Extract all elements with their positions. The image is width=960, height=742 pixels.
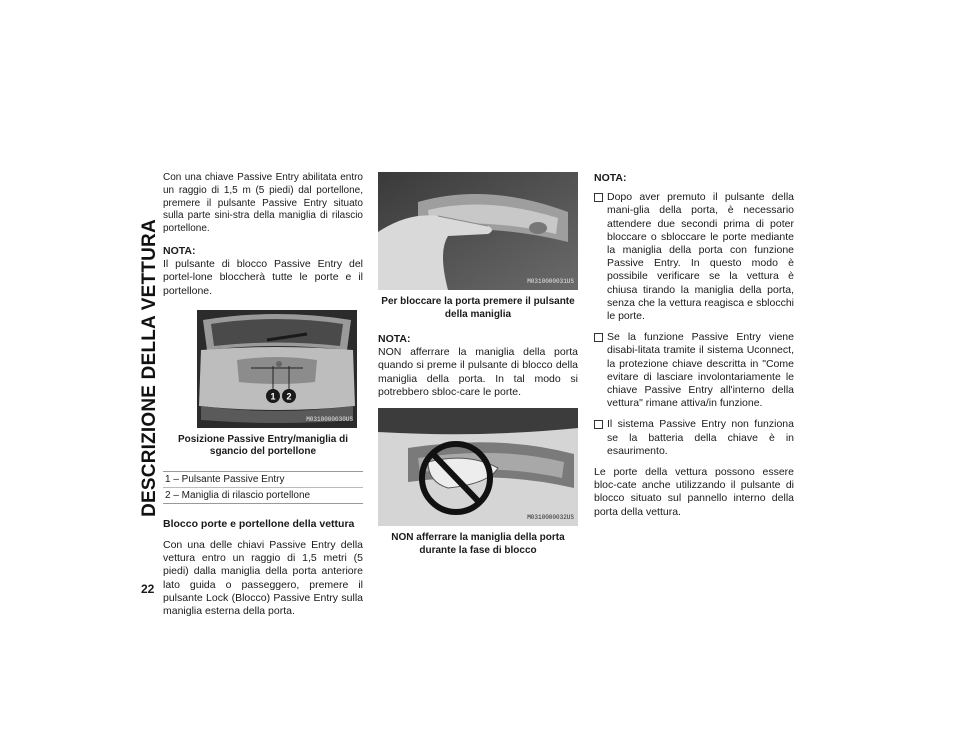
body-paragraph: Con una delle chiavi Passive Entry della vettura entro un raggio di 1,5 metri (5 piedi) dalla maniglia della porta anteriore lato guida o passeggero, premere il pulsante Lock (Blocco) Passive Entry sulla maniglia esterna della porta. bbox=[163, 539, 363, 618]
notes-list bbox=[594, 191, 794, 458]
intro-paragraph: Con una chiave Passive Entry abilitata entro un raggio di 1,5 m (5 piedi) dal portellone, premere il pulsante Passive Entry situato sulla parte sini-stra della maniglia di rilascio portellone. bbox=[163, 172, 363, 235]
nota-text: NON afferrare la maniglia della porta quando si preme il pulsante di blocco della maniglia della porta. In tal modo si potrebbero sbloc-care le porte. bbox=[378, 346, 578, 398]
press-button-figure bbox=[378, 172, 578, 290]
nota-heading: NOTA: bbox=[594, 172, 627, 184]
figure-2-code: M0310000032US bbox=[527, 513, 574, 521]
figure-1-caption: Per bloccare la porta premere il pulsante della maniglia bbox=[381, 296, 575, 320]
do-not-grab-illustration bbox=[378, 408, 578, 526]
page-number: 22 bbox=[141, 582, 155, 596]
note-item: Il sistema Passive Entry non funziona se la batteria della chiave è in esaurimento. bbox=[594, 418, 794, 458]
legend-item-1: 1 – Pulsante Passive Entry bbox=[165, 473, 285, 485]
body-paragraph: Le porte della vettura possono essere bloc-cate anche utilizzando il pulsante di blocco situato sul pannello interno della porta della vettura. bbox=[594, 466, 794, 518]
column-2 bbox=[378, 172, 578, 569]
column-3 bbox=[594, 172, 794, 528]
column-1 bbox=[163, 172, 363, 627]
figure-2-caption: NON afferrare la maniglia della porta durante la fase di blocco bbox=[391, 532, 565, 556]
figure-1-code: M0310000031US bbox=[527, 277, 574, 285]
tailgate-illustration bbox=[197, 310, 357, 428]
tailgate-figure bbox=[197, 310, 357, 428]
checkbox-bullet-icon bbox=[594, 333, 603, 342]
checkbox-bullet-icon bbox=[594, 420, 603, 429]
legend-item-2: 2 – Maniglia di rilascio portellone bbox=[163, 487, 363, 503]
figure-legend bbox=[163, 471, 363, 504]
figure-code: M0310000030US bbox=[306, 415, 353, 423]
checkbox-bullet-icon bbox=[594, 193, 603, 202]
nota-heading: NOTA: bbox=[378, 333, 411, 345]
section-title: DESCRIZIONE DELLA VETTURA bbox=[139, 219, 160, 517]
note-item: Dopo aver premuto il pulsante della mani-glia della porta, è necessario attendere due secondi prima di poter bloccare o sbloccare le porte mediante la maniglia della porta con funzione Passive Entry. In questo modo è possibile verificare se la vettura è chiusa tirando la maniglia della porta, senza che la vettura reagisca e sblocchi le porte. bbox=[594, 191, 794, 323]
press-button-illustration bbox=[378, 172, 578, 290]
subheading: Blocco porte e portellone della vettura bbox=[163, 517, 355, 530]
callout-2-label: 2 bbox=[286, 391, 292, 402]
nota-heading: NOTA: bbox=[163, 244, 196, 257]
note-item: Se la funzione Passive Entry viene disabi-litata tramite il sistema Uconnect, la protezione chiave descritta in "Come evitare di lasciare involontariamente le chiave Passive Entry all'interno della vettura" rimane attiva/in funzione. bbox=[594, 331, 794, 410]
figure-caption: Posizione Passive Entry/maniglia di sgancio del portellone bbox=[177, 433, 349, 458]
callout-1-label: 1 bbox=[270, 391, 276, 402]
nota-text: Il pulsante di blocco Passive Entry del portel-lone bloccherà tutte le porte e il portellone. bbox=[163, 258, 363, 297]
do-not-grab-figure bbox=[378, 408, 578, 526]
